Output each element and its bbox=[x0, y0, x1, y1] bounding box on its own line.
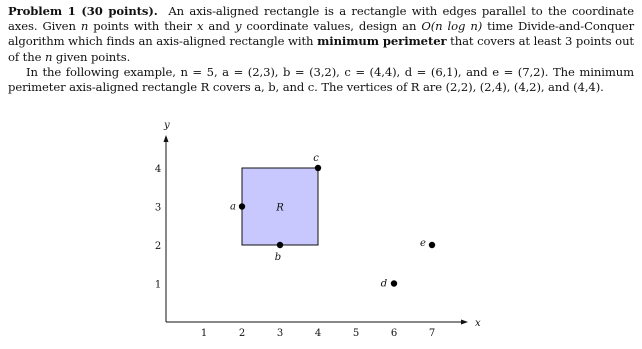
point-label-a: a bbox=[230, 201, 236, 213]
point-d bbox=[391, 280, 397, 286]
y-axis-arrowhead bbox=[164, 135, 169, 142]
x-tick-label: 2 bbox=[238, 328, 246, 339]
y-tick-label: 3 bbox=[154, 202, 162, 214]
math-n: n bbox=[44, 49, 53, 64]
problem-paragraph-2: In the following example, n = 5, a = (2,3), b = (3,2), c = (4,4), d = (6,1), and e = (7,2). The minimum perimeter axis-aligned rectangle R covers a, b, and c. The vertices of R are (2,2), (2,4), (4,2), and (4,4). bbox=[8, 64, 634, 95]
x-tick-label: 1 bbox=[200, 328, 208, 339]
y-tick-labels bbox=[155, 164, 161, 291]
axes bbox=[163, 120, 481, 329]
x-tick-label: 3 bbox=[276, 328, 284, 339]
text-span: and bbox=[203, 19, 235, 34]
point-e bbox=[429, 242, 435, 248]
y-axis-label: y bbox=[164, 120, 170, 131]
text-span: given points. bbox=[52, 49, 131, 64]
point-b bbox=[277, 242, 283, 248]
rectangle-label: R bbox=[276, 202, 284, 214]
x-tick-labels bbox=[201, 328, 435, 339]
point-a bbox=[239, 203, 245, 209]
text-span: coordinate values, design an bbox=[241, 19, 422, 34]
y-tick-label: 1 bbox=[154, 279, 162, 291]
x-axis-label: x bbox=[475, 318, 481, 329]
point-label-c: c bbox=[313, 153, 319, 164]
x-tick-label: 7 bbox=[428, 328, 436, 339]
y-tick-label: 2 bbox=[154, 241, 162, 252]
math-complexity: O(n log n) bbox=[421, 19, 483, 34]
x-axis-arrowhead bbox=[461, 320, 468, 325]
math-n: n bbox=[80, 19, 89, 34]
point-label-d: d bbox=[380, 278, 388, 290]
point-label-b: b bbox=[274, 252, 282, 263]
y-tick-label: 4 bbox=[154, 164, 162, 175]
point-c bbox=[315, 165, 321, 171]
math-x: x bbox=[196, 19, 204, 34]
bold-minimum-perimeter: minimum perimeter bbox=[317, 34, 447, 49]
text-span: that covers at least 3 points out of the bbox=[8, 34, 634, 64]
x-tick-label: 6 bbox=[390, 328, 398, 339]
point-label-e: e bbox=[420, 238, 426, 249]
text-span: An axis-aligned rectangle is a rectangle with edges parallel to the coordinate axes. Given bbox=[8, 4, 634, 34]
math-y: y bbox=[234, 19, 242, 34]
x-tick-label: 4 bbox=[314, 328, 322, 339]
text-span: time Divide-and-Conquer algorithm which finds an axis-aligned rectangle with bbox=[8, 19, 635, 49]
text-span: points with their bbox=[88, 19, 197, 34]
rectangle-layer bbox=[242, 168, 318, 245]
problem-heading: Problem 1 (30 points). bbox=[8, 4, 158, 18]
x-tick-label: 5 bbox=[352, 328, 360, 339]
